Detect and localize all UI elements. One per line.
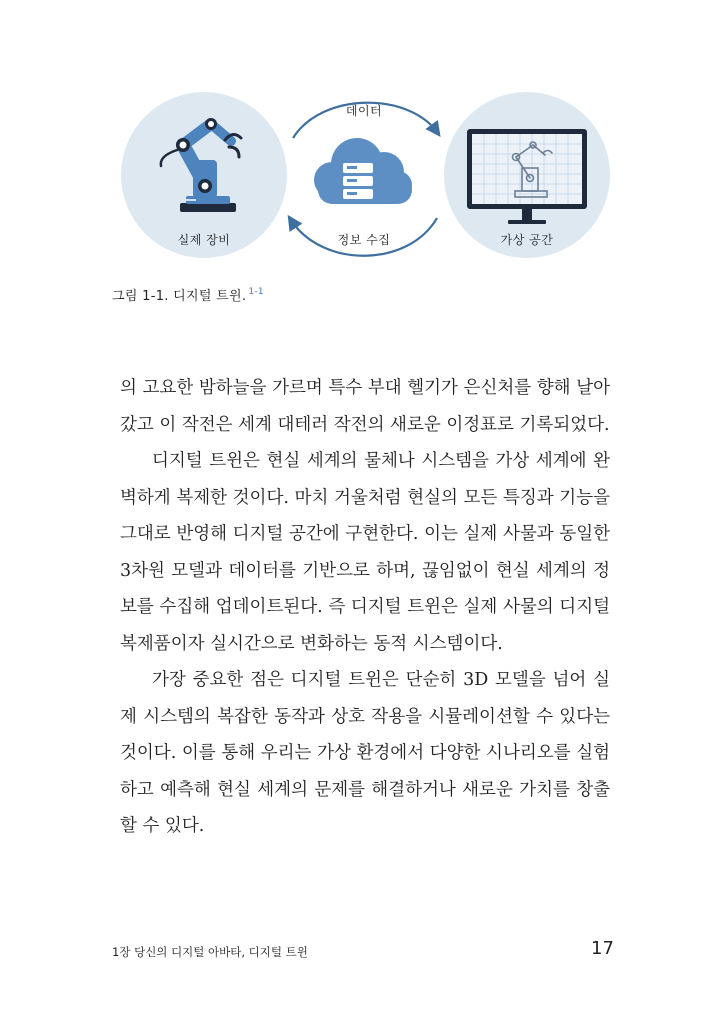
body-line: 벽하게 복제한 것이다. 마치 거울처럼 현실의 모든 특징과 기능을 [120, 487, 610, 508]
body-line: 디지털 트윈은 현실 세계의 물체나 시스템을 가상 세계에 완 [152, 451, 610, 471]
caption-reference: 1-1 [248, 287, 264, 297]
label-real-equipment: 실제 장비 [177, 233, 231, 247]
body-line: 복제품이자 실시간으로 변화하는 동적 시스템이다. [120, 633, 503, 654]
body-line: 3차원 모델과 데이터를 기반으로 하며, 끊임없이 현실 세계의 정 [120, 560, 610, 581]
body-line: 가장 중요한 점은 디지털 트윈은 단순히 3D 모델을 넘어 실 [152, 670, 610, 690]
body-line: 의 고요한 밤하늘을 가르며 특수 부대 헬기가 은신처를 향해 날아 [120, 378, 610, 398]
caption-text: 그림 1-1. 디지털 트윈. [112, 289, 247, 304]
body-line: 하고 예측해 현실 세계의 문제를 해결하거나 새로운 가치를 창출 [120, 779, 610, 800]
figure-caption [112, 285, 264, 304]
figure-graphic [0, 0, 701, 300]
body-text [120, 370, 610, 845]
body-line: 보를 수집해 업데이트된다. 즉 디지털 트윈은 실제 사물의 디지털 [120, 597, 610, 617]
label-virtual-space: 가상 공간 [500, 233, 554, 247]
body-line: 그대로 반영해 디지털 공간에 구현한다. 이는 실제 사물과 동일한 [120, 524, 610, 544]
label-info-collection: 정보 수집 [337, 233, 391, 247]
label-data: 데이터 [345, 104, 383, 118]
body-line: 할 수 있다. [120, 816, 205, 836]
running-footer-chapter: 1장 당신의 디지털 아바타, 디지털 트윈 [112, 945, 308, 959]
page-number: 17 [591, 938, 614, 959]
body-line: 것이다. 이를 통해 우리는 가상 환경에서 다양한 시나리오를 실험 [120, 743, 610, 763]
digital-twin-figure [0, 0, 701, 300]
body-line: 제 시스템의 복잡한 동작과 상호 작용을 시뮬레이션할 수 있다는 [120, 706, 610, 727]
cloud-server-icon [314, 138, 412, 204]
body-line: 갔고 이 작전은 세계 대테러 작전의 새로운 이정표로 기록되었다. [120, 414, 610, 435]
